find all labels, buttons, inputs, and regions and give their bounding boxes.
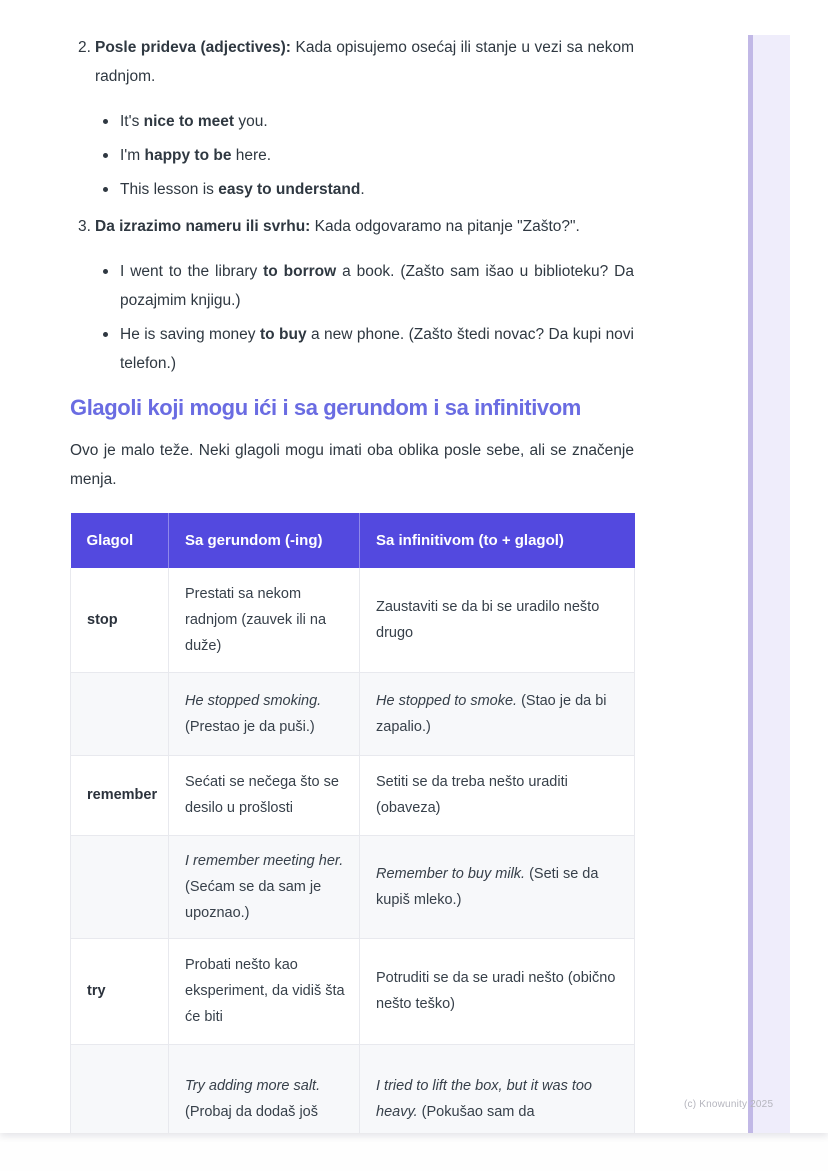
verbs-comparison-table xyxy=(70,513,635,1133)
gerund-cell: Prestati sa nekom radnjom (zauvek ili na duže) xyxy=(169,568,360,672)
list-item xyxy=(70,257,634,315)
verb-cell: stop xyxy=(71,568,169,672)
bullet-icon xyxy=(103,119,108,124)
verb-cell xyxy=(71,835,169,938)
adjectives-intro-text: Posle prideva (adjectives): Kada opisujemo osećaj ili stanje u vezi sa nekom radnjom. xyxy=(95,39,634,85)
bullet-icon xyxy=(103,153,108,158)
verb-cell xyxy=(71,672,169,755)
table-row xyxy=(71,568,635,672)
gerund-cell: Try adding more salt. (Probaj da dodaš još xyxy=(169,1044,360,1133)
document-content xyxy=(70,0,634,1133)
purpose-examples-list xyxy=(70,257,634,378)
bullet-icon xyxy=(103,269,108,274)
table-header-row xyxy=(71,513,635,568)
list-item xyxy=(70,320,634,378)
numbered-item-purpose xyxy=(70,212,634,378)
table-row xyxy=(71,755,635,835)
example-sentence: He is saving money to buy a new phone. (Zašto štedi novac? Da kupi novi telefon.) xyxy=(120,326,634,372)
infinitive-cell: Setiti se da treba nešto uraditi (obaveza) xyxy=(360,755,635,835)
table-header-gerund: Sa gerundom (-ing) xyxy=(169,513,360,568)
numbered-item-adjectives xyxy=(70,33,634,204)
verb-cell xyxy=(71,1044,169,1133)
list-item xyxy=(70,175,634,204)
example-sentence: I went to the library to borrow a book. (Zašto sam išao u biblioteku? Da pozajmim knjigu.) xyxy=(120,263,634,309)
example-sentence: This lesson is easy to understand. xyxy=(120,181,365,198)
infinitive-cell: He stopped to smoke. (Stao je da bi zapalio.) xyxy=(360,672,635,755)
section-paragraph: Ovo je malo teže. Neki glagoli mogu imati oba oblika posle sebe, ali se značenje menja. xyxy=(70,442,634,488)
bullet-icon xyxy=(103,332,108,337)
infinitive-cell: Potruditi se da se uradi nešto (obično nešto teško) xyxy=(360,938,635,1044)
section-heading: Glagoli koji mogu ići i sa gerundom i sa infinitivom xyxy=(70,395,581,420)
table-row xyxy=(71,672,635,755)
page-edge-accent-fill xyxy=(753,35,790,1133)
table-header-infinitive: Sa infinitivom (to + glagol) xyxy=(360,513,635,568)
list-item xyxy=(70,107,634,136)
list-number: 3. xyxy=(78,218,91,235)
infinitive-cell: I tried to lift the box, but it was too heavy. (Pokušao sam da xyxy=(360,1044,635,1133)
list-item xyxy=(70,141,634,170)
table-row xyxy=(71,835,635,938)
infinitive-cell: Remember to buy milk. (Seti se da kupiš mleko.) xyxy=(360,835,635,938)
adjectives-examples-list xyxy=(70,107,634,204)
gerund-cell: I remember meeting her. (Sećam se da sam je upoznao.) xyxy=(169,835,360,938)
copyright-watermark: (c) Knowunity 2025 xyxy=(684,1099,774,1110)
bullet-icon xyxy=(103,187,108,192)
table-row xyxy=(71,938,635,1044)
infinitive-cell: Zaustaviti se da bi se uradilo nešto drugo xyxy=(360,568,635,672)
gerund-cell: Sećati se nečega što se desilo u prošlosti xyxy=(169,755,360,835)
purpose-intro-text: Da izrazimo nameru ili svrhu: Kada odgovaramo na pitanje "Zašto?". xyxy=(95,218,580,235)
verb-cell: try xyxy=(71,938,169,1044)
table-row xyxy=(71,1044,635,1133)
table-header-glagol: Glagol xyxy=(71,513,169,568)
verb-cell: remember xyxy=(71,755,169,835)
example-sentence: It's nice to meet you. xyxy=(120,113,268,130)
gerund-cell: Probati nešto kao eksperiment, da vidiš šta će biti xyxy=(169,938,360,1044)
list-number: 2. xyxy=(78,39,91,56)
example-sentence: I'm happy to be here. xyxy=(120,147,272,164)
gerund-cell: He stopped smoking. (Prestao je da puši.) xyxy=(169,672,360,755)
